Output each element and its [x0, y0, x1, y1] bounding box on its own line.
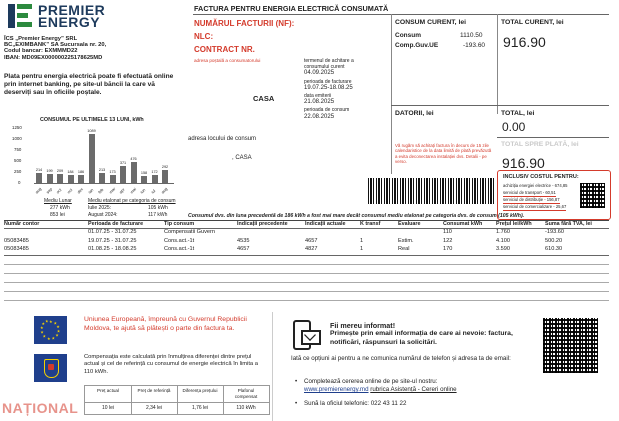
table-cell: 3.590 — [496, 246, 510, 252]
compensation-text: Compensația este calculată prin înmulțirea diferenței dintre prețul actual și cel de referință cu consumul de energie electrică în limita a 110 kWh. — [84, 354, 258, 375]
info-intro: Iată ce opțiuni ai pentru a ne comunica numărul de telefon și adresa ta de email: — [291, 355, 511, 362]
chart-data-label: 213 — [98, 168, 106, 172]
nlc-label: NLC: — [194, 32, 214, 41]
table-header-cell: Număr contor — [4, 221, 40, 227]
svg-text:★: ★ — [40, 329, 44, 335]
avg-category-label: Mediu etalonat pe categoria de consum — [88, 198, 176, 204]
chart-ytick: 750 — [14, 147, 22, 152]
avg-cat-row2-value: 117 kWh — [148, 212, 168, 218]
chart-y-axis — [12, 125, 30, 195]
chart-data-label: 173 — [109, 170, 116, 174]
info-phone-text: Sună la oficiul telefonic: 022 43 11 22 — [304, 400, 407, 407]
due-date-label: termenul de achitare a consumului curent — [304, 58, 354, 71]
chart-data-label: 209 — [56, 169, 64, 173]
table-header-cell: Suma fără TVA, lei — [545, 221, 592, 227]
consumption-period-label: perioada de consum — [304, 107, 350, 114]
postal-address-label: adresa poștală a consumatorului — [194, 58, 261, 63]
table-cell: 610.30 — [545, 246, 563, 252]
comp-head-ref: Preț de referință — [137, 388, 171, 393]
included-item-3: serviciul de distribuție - 156,87 — [503, 197, 560, 204]
chart-bar — [162, 170, 168, 183]
svg-text:★: ★ — [41, 321, 46, 326]
table-cell: 170 — [443, 246, 453, 252]
due-date-value: 04.09.2025 — [304, 70, 335, 77]
chart-x-tick: iul — [149, 188, 156, 195]
chart-ytick: 1250 — [12, 125, 22, 130]
qr-code-top — [580, 183, 605, 208]
svg-text:★: ★ — [56, 328, 61, 334]
comp-head-cap: Plafonul compensat — [234, 388, 258, 400]
brand-line2: ENERGY — [38, 14, 101, 30]
chart-data-label: 292 — [161, 165, 169, 169]
table-header-cell: Prețul lei/kWh — [496, 221, 532, 227]
consumption-row1-label: Consum — [395, 32, 421, 39]
invoice-number-label: NUMĂRUL FACTURII (NF): — [194, 19, 295, 28]
table-cell: 1 — [360, 237, 364, 244]
chart-data-label: 199 — [46, 169, 53, 173]
table-cell: Compensatii Guvern — [164, 229, 215, 235]
avg-monthly-kwh: 277 kWh — [50, 205, 70, 211]
chart-bar — [36, 173, 42, 183]
table-header-cell: Consumat kWh — [443, 221, 483, 227]
svg-text:★: ★ — [42, 333, 47, 339]
chart-data-label: 1089 — [87, 129, 96, 133]
comp-val-ref: 2,34 lei — [145, 405, 163, 411]
table-cell: 4657 — [237, 246, 250, 252]
table-cell: 19.07.25 - 31.07.25 — [88, 237, 137, 244]
info-bullet-1-tail: rubrica Asistență - Cereri online — [370, 386, 457, 393]
chart-ytick: 1000 — [12, 136, 22, 141]
table-cell: 122 — [443, 237, 453, 244]
comp-val-diff: 1,76 lei — [191, 405, 209, 411]
table-cell: 4827 — [305, 246, 318, 252]
table-cell: 1 — [360, 246, 364, 252]
table-cell: 500.20 — [545, 237, 563, 244]
issue-date-value: 21.08.2025 — [304, 99, 335, 106]
chart-data-label: 214 — [35, 168, 43, 172]
table-cell: 01.08.25 - 18.08.25 — [88, 246, 137, 252]
info-subtitle: Primește prin email informația de care ai nevoie: factura, notificări, răspunsuri la solicitări. — [330, 330, 513, 346]
chart-x-axis — [34, 185, 174, 197]
table-cell: 05083485 — [4, 246, 29, 252]
chart-bar — [110, 175, 116, 183]
chart-x-tick: ian — [86, 187, 94, 195]
svg-text:★: ★ — [55, 332, 59, 338]
chart-ytick: 250 — [14, 169, 22, 174]
invoice-title: FACTURA PENTRU ENERGIA ELECTRICĂ CONSUMATĂ — [194, 4, 389, 13]
chart-x-tick: aug — [160, 186, 169, 195]
supplier-bank: BC„EXIMBANK” SA Sucursala nr. 20, — [4, 42, 107, 49]
chart-bar — [99, 173, 105, 183]
supplier-bank-code: Codul bancar: EXMMMD22 — [4, 48, 78, 55]
consumption-city: , CASA — [232, 155, 252, 161]
table-cell: 4657 — [305, 237, 318, 244]
current-total-head: TOTAL CURENT, lei — [501, 19, 564, 26]
chart-title: CONSUMUL PE ULTIMELE 13 LUNI, kWh — [40, 117, 144, 123]
supplier-block — [4, 36, 184, 61]
table-cell: -193.60 — [545, 229, 564, 235]
brand-logo — [8, 2, 168, 28]
consumption-row2-label: Comp.Guv.UE — [395, 42, 439, 49]
postal-city: CASA — [253, 94, 275, 103]
watermark: NAȚIONAL — [2, 400, 79, 416]
table-header-cell: Evaluare — [398, 221, 421, 227]
consumption-row1-value: 1110.50 — [460, 32, 483, 39]
consumption-notice: Consumul dvs. din luna precedentă de 186 kWh a fost mai mare decât consumul mediu etalonat pe categoria dvs. de consum (105 kWh). — [188, 213, 525, 219]
mobile-email-icon — [289, 320, 319, 352]
info-title: Fii mereu informat! — [330, 321, 396, 330]
total-to-pay-value: 916.90 — [502, 155, 545, 171]
comp-head-price: Preț actual — [97, 388, 119, 393]
table-cell: Estim. — [398, 237, 414, 244]
eu-flag-icon — [34, 316, 67, 344]
consumption-chart — [34, 127, 174, 184]
billing-period-value: 19.07.25-18.08.25 — [304, 84, 353, 91]
chart-bar — [131, 162, 137, 183]
moldova-emblem-icon — [34, 354, 67, 382]
table-cell: 01.07.25 - 31.07.25 — [88, 229, 137, 235]
chart-x-tick: mai — [128, 186, 137, 195]
issue-date-label: data emiterii — [304, 93, 332, 100]
svg-text:★: ★ — [49, 319, 53, 324]
logo-mark-icon — [8, 4, 32, 28]
chart-bar — [78, 175, 84, 183]
avg-cat-row1-label: Iulie 2025: — [88, 205, 112, 211]
comp-val-cap: 110 kWh — [236, 405, 256, 411]
table-cell: Cons.act.-1t — [164, 237, 195, 244]
included-item-4: serviciul de comercializare - 25,67 — [503, 204, 566, 211]
table-cell: 110 — [443, 229, 452, 235]
chart-bar — [120, 166, 126, 183]
billing-period-label: perioada de facturare — [304, 78, 352, 85]
chart-bar — [141, 176, 147, 183]
current-total-value: 916.90 — [503, 34, 546, 50]
table-header-cell: Indicații precedente — [237, 221, 288, 227]
chart-ytick: 0 — [18, 180, 21, 185]
dates-block — [304, 58, 374, 120]
chart-bar — [89, 134, 95, 183]
table-cell: 05083485 — [4, 237, 29, 244]
info-bullet-1-text: Completează cererea online de pe site-ul nostru: — [304, 378, 438, 385]
svg-text:★: ★ — [56, 324, 60, 329]
chart-x-tick: mar — [107, 186, 116, 195]
total-value: 0.00 — [502, 120, 526, 134]
avg-cat-row2-label: August 2024: — [88, 212, 118, 218]
avg-cat-row1-value: 105 kWh — [148, 205, 168, 211]
total-head: TOTAL, lei — [501, 110, 535, 117]
included-costs-title: INCLUSIV COSTUL PENTRU: — [503, 174, 579, 180]
chart-x-tick: feb — [97, 187, 105, 195]
table-cell: 4535 — [237, 237, 250, 244]
svg-text:★: ★ — [40, 325, 44, 330]
chart-bar — [152, 175, 158, 183]
website-link[interactable]: www.premierenergy.md — [304, 386, 369, 393]
table-cell: 1.760 — [496, 229, 510, 235]
chart-data-label: 186 — [77, 170, 85, 174]
table-header-cell: Tip consum — [164, 221, 195, 227]
chart-data-label: 371 — [119, 161, 127, 165]
chart-data-label: 476 — [130, 157, 137, 161]
supplier-name: ÎCS „Premier Energy” SRL — [4, 36, 78, 42]
current-consumption-head: CONSUM CURENT, lei — [395, 19, 466, 26]
svg-text:★: ★ — [51, 335, 56, 341]
table-header-cell: K transf — [360, 221, 381, 227]
contract-label: CONTRACT NR. — [194, 45, 255, 54]
included-item-2: serviciul de transport - 60,51 — [503, 190, 556, 197]
table-cell: Cons.act.-1t — [164, 246, 195, 252]
avg-monthly-lei: 853 lei — [50, 212, 65, 218]
chart-data-label: 184 — [67, 170, 74, 174]
svg-text:★: ★ — [45, 318, 49, 324]
chart-x-tick: iun — [139, 187, 147, 195]
chart-x-tick: aug — [34, 186, 43, 195]
chart-x-tick: oct — [55, 187, 63, 195]
chart-x-tick: apr — [118, 186, 126, 195]
chart-data-label: 172 — [151, 170, 158, 174]
table-cell: Real — [398, 246, 410, 252]
eu-support-text: Uniunea Europeană, împreună cu Guvernul Republicii Moldova, te ajută să plătești o parte din factura ta. — [84, 316, 247, 332]
chart-bar — [68, 175, 74, 183]
table-cell: 4.100 — [496, 237, 510, 244]
chart-bar — [47, 174, 53, 183]
svg-text:★: ★ — [47, 336, 51, 341]
payment-warning: Vă rugăm să achitați factura în decurs de 15 zile calendaristice de la data limită de plată prevăzută a evita deconectarea instalației dvs. Detalii - pe verso. — [395, 143, 492, 165]
compensation-table — [84, 385, 270, 415]
comp-val-price: 10 lei — [102, 405, 114, 411]
chart-x-tick: sep — [44, 186, 53, 195]
chart-data-label: 158 — [140, 171, 148, 175]
qr-code-bottom — [543, 318, 598, 373]
table-header-cell: Perioada de facturare — [88, 221, 144, 227]
avg-monthly-label: Mediu Lunar — [44, 198, 72, 204]
chart-x-tick: dec — [76, 186, 85, 195]
barcode — [368, 178, 494, 204]
info-bullet-2: • Sună la oficiul telefonic: 022 43 11 22 — [295, 400, 407, 407]
payment-note: Plata pentru energia electrică poate fi efectuată online prin internet banking, pe site-ul băncii la care vă deserviți sau în oficiile poștale. — [4, 73, 174, 96]
debts-head: DATORII, lei — [395, 110, 434, 117]
chart-ytick: 500 — [14, 158, 22, 163]
chart-bar — [57, 174, 63, 183]
supplier-iban: IBAN: MD09EX000000225178625MD — [4, 54, 103, 61]
table-header-cell: Indicații actuale — [305, 221, 346, 227]
chart-x-tick: noi — [65, 187, 73, 195]
consumption-address-label: adresa locului de consum — [188, 136, 257, 142]
consumption-period-value: 22.08.2025 — [304, 113, 335, 120]
info-bullet-1: • Completează cererea online de pe site-ul nostru: www.premierenergy.md rubrica Asistență - Cereri online — [295, 378, 457, 393]
svg-text:★: ★ — [53, 320, 58, 326]
comp-head-diff: Diferența prețului — [182, 388, 218, 393]
total-to-pay-head: TOTAL SPRE PLATĂ, lei — [501, 141, 579, 148]
included-item-1: achiziția energiei electrice - 674,85 — [503, 183, 568, 188]
brand-line1: PREMIER — [38, 2, 106, 18]
consumption-row2-value: -193.60 — [463, 42, 486, 49]
